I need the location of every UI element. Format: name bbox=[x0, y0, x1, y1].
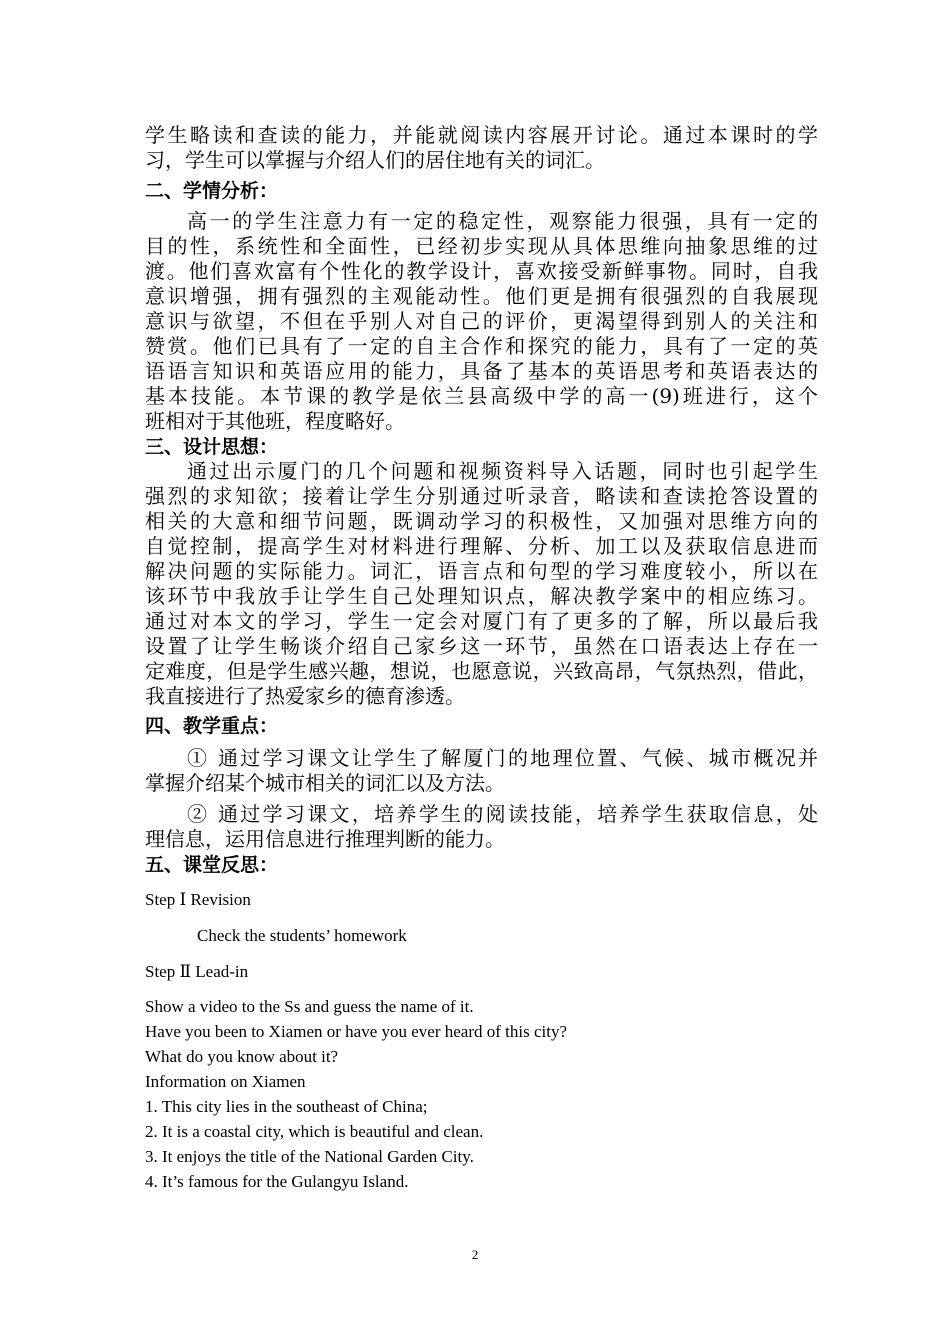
section3-line: 强烈的求知欲；接着让学生分别通过听录音，略读和查读抢答设置的 bbox=[145, 484, 818, 508]
section2-line: 目的性，系统性和全面性，已经初步实现从具体思维向抽象思维的过 bbox=[145, 234, 818, 258]
section2-line: 意识与欲望，不但在乎别人对自己的评价，更渴望得到别人的关注和 bbox=[145, 309, 818, 333]
section2-line: 意识增强，拥有强烈的主观能动性。他们更是拥有很强烈的自我展现 bbox=[145, 284, 818, 308]
section3-heading: 三、设计思想： bbox=[145, 436, 279, 458]
section2-line: 渡。他们喜欢富有个性化的教学设计，喜欢接受新鲜事物。同时，自我 bbox=[145, 259, 818, 283]
point2-line: ② 通过学习课文，培养学生的阅读技能，培养学生获取信息，处 bbox=[187, 802, 818, 826]
leadin-line: What do you know about it? bbox=[145, 1047, 339, 1066]
leadin-line: 4. It’s famous for the Gulangyu Island. bbox=[145, 1172, 409, 1191]
leadin-line: Information on Xiamen bbox=[145, 1072, 306, 1091]
leadin-line: 2. It is a coastal city, which is beautiful and clean. bbox=[145, 1122, 484, 1141]
intro-line: 习，学生可以掌握与介绍人们的居住地有关的词汇。 bbox=[145, 148, 605, 172]
section5-heading: 五、课堂反思： bbox=[145, 854, 279, 876]
section3-line: 通过对本文的学习，学生一定会对厦门有了更多的了解，所以最后我 bbox=[145, 609, 818, 633]
section3-line: 我直接进行了热爱家乡的德育渗透。 bbox=[145, 684, 465, 708]
step1-heading: Step Ⅰ Revision bbox=[145, 890, 251, 909]
point1-line: ① 通过学习课文让学生了解厦门的地理位置、气候、城市概况并 bbox=[187, 746, 818, 770]
leadin-line: 3. It enjoys the title of the National Garden City. bbox=[145, 1147, 474, 1166]
section2-line: 基本技能。本节课的教学是依兰县高级中学的高一(9)班进行，这个 bbox=[145, 384, 818, 408]
intro-paragraph bbox=[145, 123, 818, 173]
section4-point2 bbox=[145, 802, 818, 852]
section2-line: 语语言知识和英语应用的能力，具备了基本的英语思考和英语表达的 bbox=[145, 359, 818, 383]
point2-line: 理信息，运用信息进行推理判断的能力。 bbox=[145, 827, 505, 851]
section2-line: 班相对于其他班，程度略好。 bbox=[145, 409, 405, 433]
section3-line: 定难度，但是学生感兴趣，想说，也愿意说，兴致高昂，气氛热烈，借此， bbox=[145, 659, 818, 683]
section3-line: 通过出示厦门的几个问题和视频资料导入话题，同时也引起学生 bbox=[187, 459, 818, 483]
point1-line: 掌握介绍某个城市相关的词汇以及方法。 bbox=[145, 771, 505, 795]
section3-line: 设置了让学生畅谈介绍自己家乡这一环节，虽然在口语表达上存在一 bbox=[145, 634, 818, 658]
page-number: 2 bbox=[471, 1247, 479, 1262]
section3-line: 相关的大意和细节问题，既调动学习的积极性，又加强对思维方向的 bbox=[145, 509, 818, 533]
intro-line: 学生略读和查读的能力，并能就阅读内容展开讨论。通过本课时的学 bbox=[145, 123, 818, 147]
section3-paragraph bbox=[145, 459, 818, 709]
section3-line: 该环节中我放手让学生自己处理知识点，解决教学案中的相应练习。 bbox=[145, 584, 818, 608]
section3-line: 解决问题的实际能力。词汇，语言点和句型的学习难度较小，所以在 bbox=[145, 559, 818, 583]
leadin-line: Show a video to the Ss and guess the name of it. bbox=[145, 997, 474, 1016]
section2-line: 高一的学生注意力有一定的稳定性，观察能力很强，具有一定的 bbox=[187, 209, 818, 233]
step2-heading: Step Ⅱ Lead-in bbox=[145, 962, 249, 981]
leadin-line: Have you been to Xiamen or have you ever heard of this city? bbox=[145, 1022, 568, 1041]
section4-point1 bbox=[145, 746, 818, 796]
leadin-line: 1. This city lies in the southeast of China; bbox=[145, 1097, 428, 1116]
section2-heading: 二、学情分析： bbox=[145, 180, 279, 202]
section2-paragraph bbox=[145, 209, 818, 434]
step1-detail: Check the students’ homework bbox=[197, 926, 407, 945]
section3-line: 自觉控制，提高学生对材料进行理解、分析、加工以及获取信息进而 bbox=[145, 534, 818, 558]
section2-line: 赞赏。他们已具有了一定的自主合作和探究的能力，具有了一定的英 bbox=[145, 334, 818, 358]
section4-heading: 四、教学重点： bbox=[145, 715, 279, 737]
